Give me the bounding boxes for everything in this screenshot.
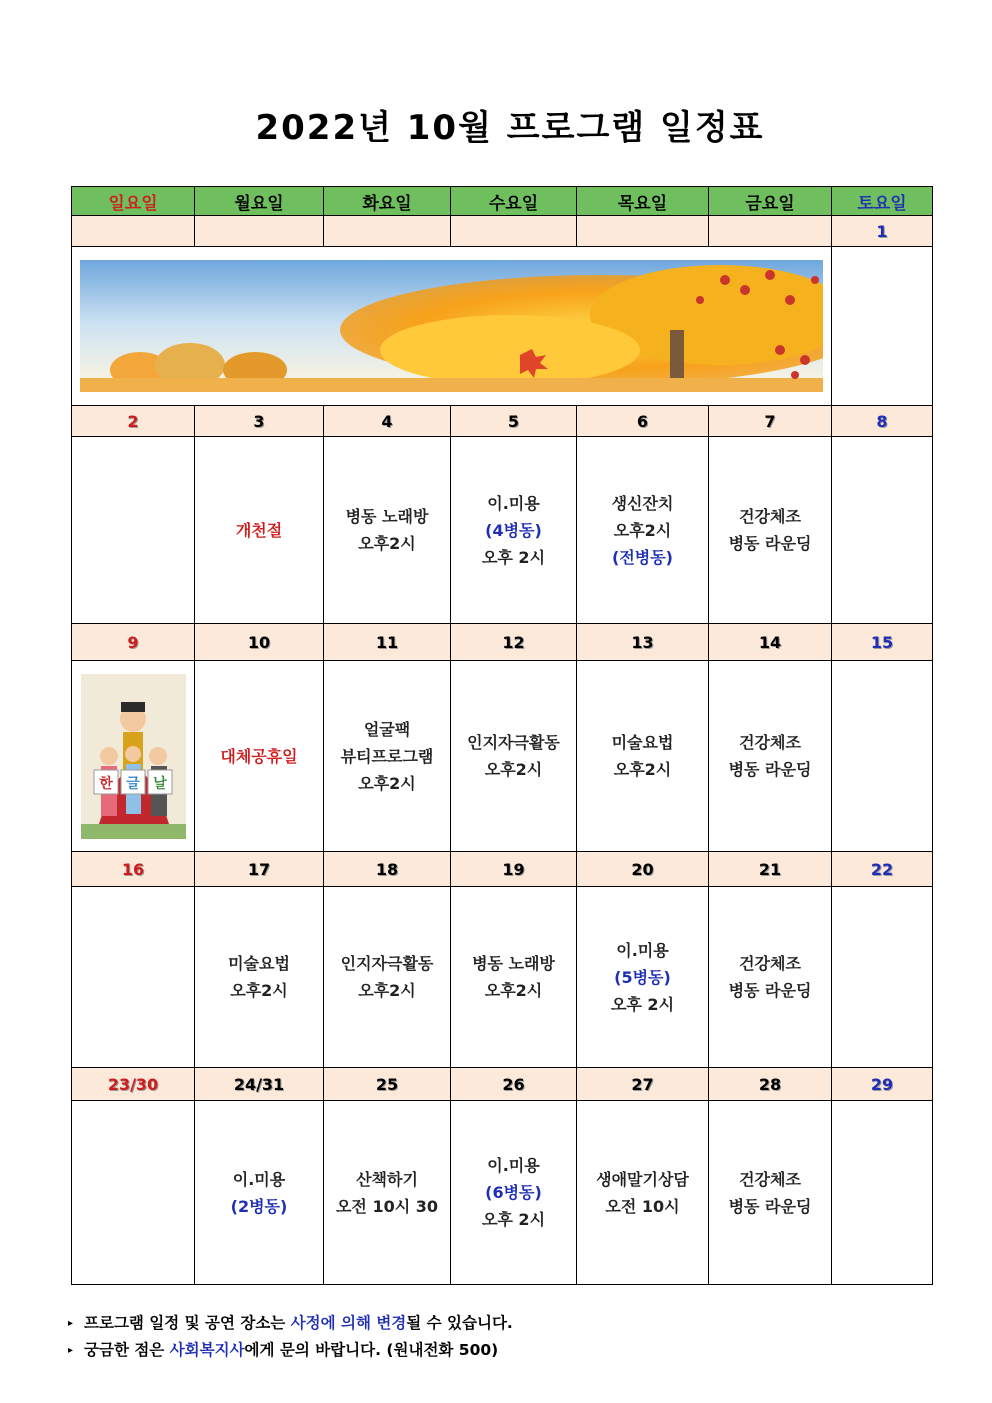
event-cell bbox=[324, 437, 451, 624]
event-cell bbox=[832, 437, 933, 624]
date-cell bbox=[709, 852, 832, 887]
event-text: 이.미용 bbox=[487, 493, 540, 513]
event-cell bbox=[324, 1101, 451, 1285]
event-text: 건강체조 bbox=[739, 733, 801, 752]
bullet-icon: ▸ bbox=[68, 1318, 74, 1329]
date-cell bbox=[324, 216, 451, 247]
date-number: 19 bbox=[502, 859, 525, 879]
event-text: 인지자극활동 bbox=[467, 733, 560, 752]
weekday-header bbox=[195, 187, 324, 216]
note-text: 사정에 의해 변경 bbox=[290, 1314, 407, 1332]
date-cell bbox=[709, 216, 832, 247]
date-number: 3 bbox=[253, 411, 265, 431]
event-cell bbox=[577, 437, 709, 624]
event-text: 오후2시 bbox=[358, 773, 416, 793]
date-number: 22 bbox=[870, 859, 894, 879]
event-cell bbox=[72, 661, 195, 852]
weekday-header bbox=[577, 187, 709, 216]
note-text: 사회복지사 bbox=[169, 1341, 245, 1359]
event-text: 오후 2시 bbox=[481, 1210, 546, 1229]
weekday-header bbox=[832, 187, 933, 216]
event-text: 오후 2시 bbox=[610, 994, 675, 1014]
autumn-banner-image bbox=[80, 260, 823, 392]
date-row bbox=[72, 852, 933, 887]
event-cell bbox=[195, 1101, 324, 1285]
event-text: 오후2시 bbox=[484, 981, 543, 1000]
weekday-header bbox=[72, 187, 195, 216]
event-cell bbox=[451, 1101, 577, 1285]
event-text: 뷰티프로그램 bbox=[340, 746, 434, 766]
date-cell bbox=[72, 406, 195, 437]
event-text: 병동 노래방 bbox=[472, 954, 555, 973]
event-cell bbox=[451, 661, 577, 852]
event-text: 인지자극활동 bbox=[340, 954, 434, 973]
poster-char: 글 bbox=[125, 775, 140, 792]
event-cell bbox=[324, 661, 451, 852]
date-cell bbox=[577, 852, 709, 887]
date-number: 9 bbox=[127, 632, 139, 652]
event-text: 오후2시 bbox=[230, 981, 288, 1000]
note-text: 프로그램 일정 및 공연 장소는 bbox=[84, 1314, 291, 1332]
poster-char: 날 bbox=[152, 775, 167, 792]
event-text: (6병동) bbox=[485, 1183, 542, 1202]
date-number: 29 bbox=[870, 1074, 894, 1094]
note-line bbox=[68, 1337, 513, 1364]
event-text: 생애말기상담 bbox=[596, 1169, 689, 1189]
date-number: 16 bbox=[121, 859, 145, 879]
event-text: (전병동) bbox=[612, 547, 673, 567]
weekday-label: 화요일 bbox=[362, 193, 412, 214]
event-cell bbox=[577, 1101, 709, 1285]
event-text: 개천절 bbox=[235, 520, 283, 540]
bullet-icon: ▸ bbox=[68, 1345, 74, 1356]
date-number: 13 bbox=[631, 632, 654, 652]
date-number: 18 bbox=[375, 859, 399, 879]
date-cell bbox=[195, 624, 324, 661]
weekday-header bbox=[324, 187, 451, 216]
event-text: 오후 2시 bbox=[481, 547, 546, 567]
event-row bbox=[72, 437, 933, 624]
event-cell bbox=[72, 1101, 195, 1285]
date-number: 25 bbox=[375, 1074, 399, 1094]
date-cell bbox=[72, 852, 195, 887]
note-line bbox=[68, 1310, 513, 1337]
date-number: 5 bbox=[507, 411, 520, 431]
event-cell bbox=[451, 437, 577, 624]
event-row bbox=[72, 887, 933, 1068]
banner-cell bbox=[72, 247, 832, 406]
date-cell bbox=[324, 624, 451, 661]
date-cell bbox=[324, 852, 451, 887]
event-cell bbox=[832, 887, 933, 1068]
event-text: 병동 노래방 bbox=[345, 507, 429, 526]
date-cell bbox=[72, 624, 195, 661]
date-row bbox=[72, 1068, 933, 1101]
date-cell bbox=[72, 1068, 195, 1101]
event-row bbox=[72, 661, 933, 852]
event-cell bbox=[195, 661, 324, 852]
event-text: 미술요법 bbox=[611, 733, 674, 752]
event-text: 이.미용 bbox=[487, 1156, 540, 1175]
event-text: 대체공휴일 bbox=[220, 746, 298, 766]
date-cell bbox=[832, 216, 933, 247]
event-row bbox=[72, 1101, 933, 1285]
event-cell bbox=[451, 887, 577, 1068]
event-text: 미술요법 bbox=[228, 954, 290, 973]
event-cell bbox=[832, 661, 933, 852]
event-text: 병동 라운딩 bbox=[728, 534, 812, 553]
date-number: 20 bbox=[631, 859, 654, 879]
calendar-table bbox=[71, 186, 933, 1285]
date-number: 10 bbox=[247, 632, 271, 652]
event-cell bbox=[709, 887, 832, 1068]
weekday-label: 일요일 bbox=[108, 193, 158, 214]
event-text: 오전 10시 bbox=[605, 1196, 680, 1216]
date-cell bbox=[709, 406, 832, 437]
event-row bbox=[72, 247, 933, 406]
event-cell bbox=[577, 887, 709, 1068]
date-number: 7 bbox=[764, 411, 776, 431]
date-cell bbox=[195, 1068, 324, 1101]
date-cell bbox=[451, 406, 577, 437]
event-text: 이.미용 bbox=[232, 1169, 286, 1189]
date-cell bbox=[709, 1068, 832, 1101]
date-cell bbox=[577, 624, 709, 661]
event-text: 건강체조 bbox=[739, 507, 801, 526]
date-cell bbox=[195, 216, 324, 247]
note-text: 궁금한 점은 bbox=[84, 1341, 170, 1359]
date-number: 2 bbox=[127, 411, 139, 431]
footnotes bbox=[68, 1310, 513, 1364]
date-number: 15 bbox=[870, 632, 894, 652]
event-text: 병동 라운딩 bbox=[728, 760, 812, 779]
weekday-header-row bbox=[72, 187, 933, 216]
event-cell bbox=[577, 661, 709, 852]
event-text: 얼굴팩 bbox=[363, 719, 411, 739]
date-cell bbox=[577, 216, 709, 247]
date-number: 14 bbox=[758, 632, 782, 652]
event-text: 오전 10시 30 bbox=[335, 1196, 439, 1216]
date-cell bbox=[451, 216, 577, 247]
date-number: 17 bbox=[247, 859, 271, 879]
event-cell bbox=[72, 437, 195, 624]
date-number: 23/30 bbox=[107, 1074, 159, 1094]
date-number: 27 bbox=[631, 1074, 654, 1094]
event-text: 이.미용 bbox=[616, 940, 669, 960]
event-cell bbox=[195, 887, 324, 1068]
date-cell bbox=[451, 624, 577, 661]
date-cell bbox=[324, 406, 451, 437]
weekday-label: 수요일 bbox=[488, 193, 539, 214]
date-cell bbox=[195, 852, 324, 887]
event-text: 오후2시 bbox=[484, 760, 543, 779]
event-cell bbox=[832, 1101, 933, 1285]
event-text: 건강체조 bbox=[739, 954, 801, 973]
poster-char: 한 bbox=[98, 775, 113, 792]
date-cell bbox=[577, 1068, 709, 1101]
event-text: 오후2시 bbox=[613, 760, 672, 779]
event-text: 오후2시 bbox=[358, 534, 416, 553]
date-number: 24/31 bbox=[233, 1074, 285, 1094]
date-cell bbox=[832, 624, 933, 661]
date-cell bbox=[832, 1068, 933, 1101]
date-cell bbox=[451, 1068, 577, 1101]
date-cell bbox=[195, 406, 324, 437]
event-text: 생신잔치 bbox=[611, 493, 674, 513]
weekday-header bbox=[709, 187, 832, 216]
date-cell bbox=[832, 406, 933, 437]
event-text: 오후2시 bbox=[358, 981, 416, 1000]
note-text: 에게 문의 바랍니다. (원내전화 500) bbox=[244, 1341, 499, 1359]
event-cell bbox=[324, 887, 451, 1068]
event-cell bbox=[832, 247, 933, 406]
date-cell bbox=[451, 852, 577, 887]
event-cell bbox=[72, 887, 195, 1068]
date-cell bbox=[577, 406, 709, 437]
event-text: 병동 라운딩 bbox=[728, 981, 812, 1000]
event-text: (2병동) bbox=[230, 1196, 288, 1216]
page-title: 2022년 10월 프로그램 일정표 bbox=[255, 108, 765, 148]
date-row bbox=[72, 216, 933, 247]
date-row bbox=[72, 406, 933, 437]
date-cell bbox=[709, 624, 832, 661]
event-text: (4병동) bbox=[485, 520, 542, 540]
date-number: 26 bbox=[502, 1074, 525, 1094]
event-cell bbox=[195, 437, 324, 624]
date-number: 6 bbox=[636, 411, 649, 431]
date-number: 28 bbox=[758, 1074, 782, 1094]
weekday-label: 토요일 bbox=[857, 193, 907, 214]
event-text: 산책하기 bbox=[356, 1169, 418, 1189]
weekday-header bbox=[451, 187, 577, 216]
note-text: 될 수 있습니다. bbox=[406, 1314, 513, 1332]
date-row bbox=[72, 624, 933, 661]
date-cell bbox=[324, 1068, 451, 1101]
event-text: 건강체조 bbox=[739, 1169, 801, 1189]
date-number: 21 bbox=[758, 859, 782, 879]
weekday-label: 목요일 bbox=[617, 193, 668, 214]
date-number: 1 bbox=[876, 221, 888, 241]
weekday-label: 월요일 bbox=[234, 193, 284, 214]
event-cell bbox=[709, 661, 832, 852]
event-text: 병동 라운딩 bbox=[728, 1196, 812, 1216]
weekday-label: 금요일 bbox=[745, 193, 795, 214]
date-number: 4 bbox=[381, 411, 393, 431]
date-cell bbox=[72, 216, 195, 247]
event-text: (5병동) bbox=[614, 967, 671, 987]
hangul-day-poster-image bbox=[81, 674, 186, 839]
date-number: 12 bbox=[502, 632, 525, 652]
date-cell bbox=[832, 852, 933, 887]
date-number: 11 bbox=[375, 632, 399, 652]
event-text: 오후2시 bbox=[613, 520, 672, 540]
event-cell bbox=[709, 437, 832, 624]
event-cell bbox=[709, 1101, 832, 1285]
date-number: 8 bbox=[876, 411, 888, 431]
